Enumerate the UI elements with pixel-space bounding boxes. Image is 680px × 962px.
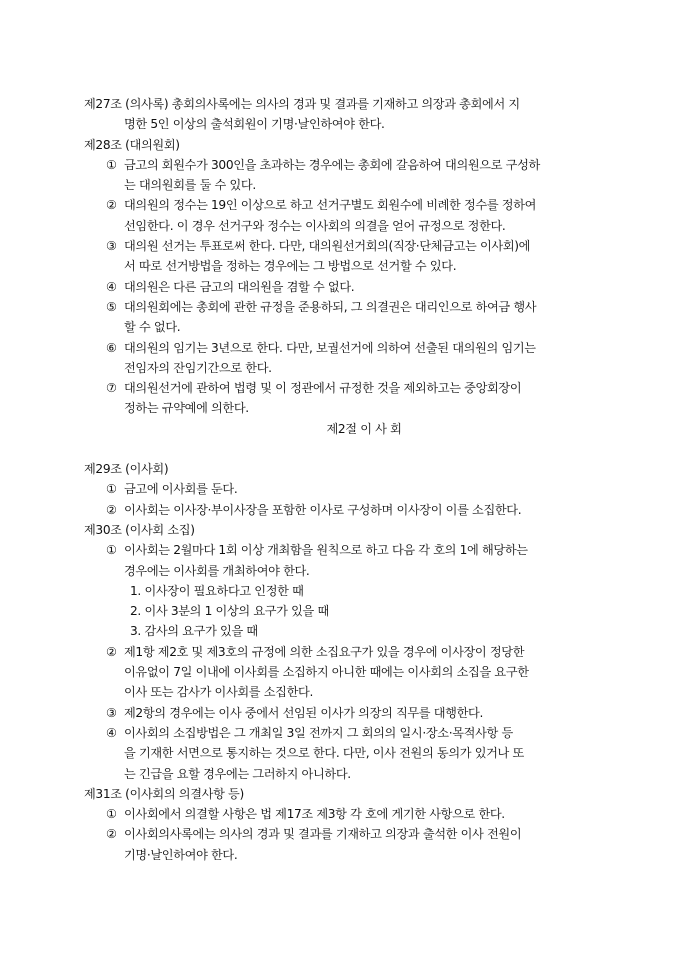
line-text: 대의원회에는 총회에 관한 규정을 준용하되, 그 의결권은 대리인으로 하여금 행사 — [124, 299, 537, 314]
text-line — [106, 824, 604, 844]
text-line — [106, 195, 604, 215]
text-line — [124, 743, 604, 763]
text-line — [106, 378, 604, 398]
text-line — [124, 358, 604, 378]
line-text: 이사회는 2월마다 1회 이상 개최함을 원칙으로 하고 다음 각 호의 1에 해당하는 — [124, 543, 528, 558]
text-line — [106, 297, 604, 317]
paragraph-number: ② — [106, 198, 117, 213]
text-line — [124, 845, 604, 865]
line-text: 제28조 (대의원회) — [84, 137, 180, 152]
line-text: 명한 5인 이상의 출석회원이 기명·날인하여야 한다. — [124, 117, 385, 132]
line-text: 이유없이 7일 이내에 이사회를 소집하지 아니한 때에는 이사회의 소집을 요구한 — [124, 665, 529, 680]
text-line — [106, 277, 604, 297]
line-text: 대의원 선거는 투표로써 한다. 다만, 대의원선거회의(직장·단체금고는 이사회)에 — [124, 239, 531, 254]
section-heading — [84, 419, 604, 439]
text-line — [84, 459, 604, 479]
line-text: 금고에 이사회를 둔다. — [124, 482, 238, 497]
line-text: 1. 이사장이 필요하다고 인정한 때 — [130, 583, 304, 598]
paragraph-number: ③ — [106, 239, 117, 254]
text-line — [130, 601, 604, 621]
text-line — [106, 540, 604, 560]
paragraph-number: ③ — [106, 705, 117, 720]
text-line — [124, 662, 604, 682]
text-line — [106, 642, 604, 662]
text-line — [106, 500, 604, 520]
line-text: 제27조 (의사록) 총회의사록에는 의사의 경과 및 결과를 기재하고 의장과 총회에서 지 — [84, 97, 520, 111]
line-text: 제30조 (이사회 소집) — [84, 522, 195, 537]
line-text: 제1항 제2호 및 제3호의 규정에 의한 소집요구가 있을 경우에 이사장이 정당한 — [124, 644, 525, 659]
line-text: 금고의 회원수가 300인을 초과하는 경우에는 총회에 갈음하여 대의원으로 구성하 — [124, 157, 540, 172]
line-text: 이사회는 이사장·부이사장을 포함한 이사로 구성하며 이사장이 이를 소집한다. — [124, 502, 522, 517]
line-text: 이사회의 소집방법은 그 개최일 3일 전까지 그 회의의 일시·장소·목적사항 등 — [124, 725, 513, 740]
text-line — [84, 135, 604, 155]
paragraph-number: ⑥ — [106, 340, 117, 355]
text-line — [130, 621, 604, 641]
blank-line — [84, 439, 604, 459]
text-line — [124, 764, 604, 784]
line-text: 기명·날인하여야 한다. — [124, 847, 238, 862]
text-line — [84, 520, 604, 540]
line-text: 대의원의 정수는 19인 이상으로 하고 선거구별도 회원수에 비례한 정수를 정하여 — [124, 198, 537, 213]
text-line — [106, 479, 604, 499]
text-line — [124, 114, 604, 134]
text-line — [106, 338, 604, 358]
line-text: 제29조 (이사회) — [84, 462, 169, 477]
paragraph-number: ① — [106, 482, 117, 497]
text-line — [124, 175, 604, 195]
line-text: 서 따로 선거방법을 정하는 경우에는 그 방법으로 선거할 수 있다. — [124, 259, 457, 274]
paragraph-number: ② — [106, 644, 117, 659]
line-text: 대의원선거에 관하여 법령 및 이 정관에서 규정한 것을 제외하고는 중앙회장이 — [124, 381, 522, 396]
text-line — [124, 561, 604, 581]
text-line — [124, 216, 604, 236]
paragraph-number: ⑤ — [106, 299, 117, 314]
paragraph-number: ① — [106, 807, 117, 822]
line-text: 정하는 규약예에 의한다. — [124, 401, 249, 416]
text-line — [124, 682, 604, 702]
line-text: 는 긴급을 요할 경우에는 그러하지 아니하다. — [124, 766, 351, 781]
paragraph-number: ① — [106, 157, 117, 172]
paragraph-number: ① — [106, 543, 117, 558]
text-line — [106, 703, 604, 723]
text-line — [106, 723, 604, 743]
line-text: 3. 감사의 요구가 있을 때 — [130, 624, 258, 639]
line-text: 경우에는 이사회를 개최하여야 한다. — [124, 563, 310, 578]
line-text: 제2항의 경우에는 이사 중에서 선임된 이사가 의장의 직무를 대행한다. — [124, 705, 483, 720]
line-text: 이사회에서 의결할 사항은 법 제17조 제3항 각 호에 게기한 사항으로 한다. — [124, 807, 505, 822]
line-text: 선임한다. 이 경우 선거구와 정수는 이사회의 의결을 얻어 규정으로 정한다. — [124, 218, 506, 233]
line-text: 제31조 (이사회의 의결사항 등) — [84, 786, 244, 801]
line-text: 제2절 이 사 회 — [326, 421, 402, 436]
line-text: 이사 또는 감사가 이사회를 소집한다. — [124, 685, 313, 700]
text-line — [124, 317, 604, 337]
line-text: 을 기재한 서면으로 통지하는 것으로 한다. 다만, 이사 전원의 동의가 있거나 또 — [124, 746, 524, 761]
line-text: 할 수 없다. — [124, 320, 181, 335]
text-line — [106, 804, 604, 824]
text-line — [130, 581, 604, 601]
text-line — [106, 236, 604, 256]
line-text: 대의원은 다른 금고의 대의원을 겸할 수 없다. — [124, 279, 355, 294]
line-text: 대의원의 임기는 3년으로 한다. 다만, 보궐선거에 의하여 선출된 대의원의 임기는 — [124, 340, 536, 355]
paragraph-number: ② — [106, 502, 117, 517]
paragraph-number: ⑦ — [106, 381, 117, 396]
text-line — [124, 398, 604, 418]
document-page — [84, 94, 604, 865]
line-text: 2. 이사 3분의 1 이상의 요구가 있을 때 — [130, 604, 329, 619]
line-text: 전임자의 잔임기간으로 한다. — [124, 360, 272, 375]
paragraph-number: ② — [106, 827, 117, 842]
line-text: 이사회의사록에는 의사의 경과 및 결과를 기재하고 의장과 출석한 이사 전원이 — [124, 827, 522, 842]
paragraph-number: ④ — [106, 279, 117, 294]
text-line — [84, 94, 604, 114]
line-text: 는 대의원회를 둘 수 있다. — [124, 178, 256, 193]
text-line — [106, 155, 604, 175]
paragraph-number: ④ — [106, 725, 117, 740]
text-line — [124, 256, 604, 276]
text-line — [84, 784, 604, 804]
